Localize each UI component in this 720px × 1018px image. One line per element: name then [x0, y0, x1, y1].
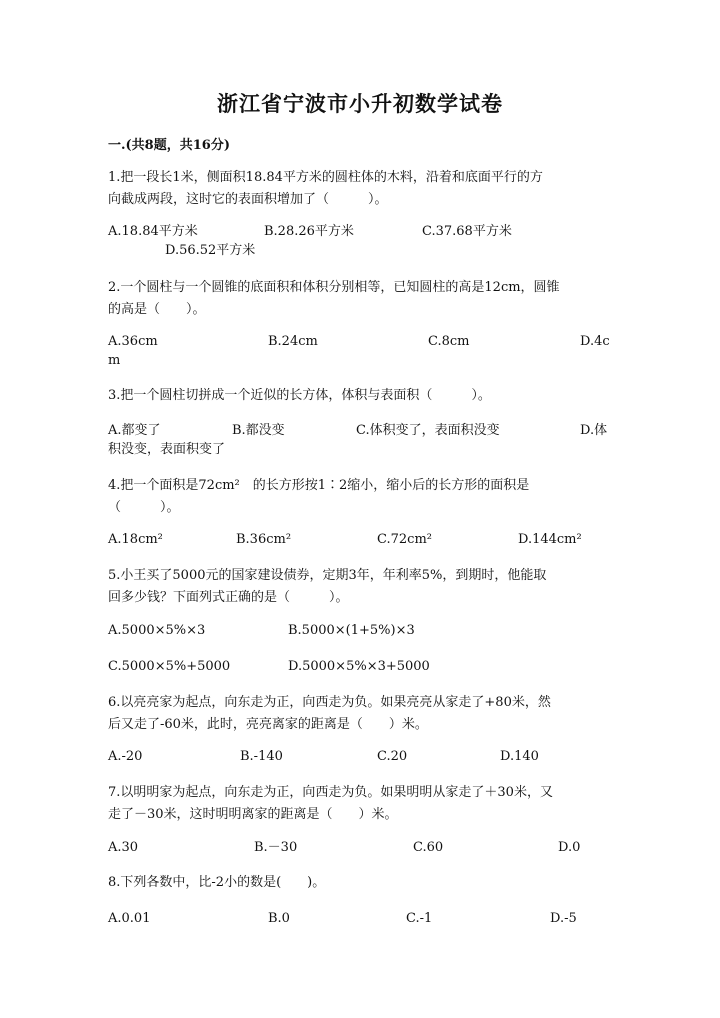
- option-d: D.144cm²: [518, 532, 582, 547]
- question-5: [108, 565, 608, 609]
- option-a: A.18.84平方米: [108, 224, 198, 239]
- option-c: C.-1: [406, 911, 433, 926]
- option-c: C.5000×5%+5000: [108, 659, 231, 674]
- question-8-options: [108, 908, 610, 930]
- question-5-stem-line2: 回多少钱？下面列式正确的是（ ）。: [108, 590, 349, 605]
- question-5-options-row1: [108, 620, 610, 642]
- question-5-options-row2: [108, 656, 610, 678]
- option-b: B.－30: [254, 840, 298, 855]
- question-2-stem-line2: 的高是（ ）。: [108, 302, 206, 317]
- question-1-stem-line1: 1.把一段长1米，侧面积18.84平方米的圆柱体的木料，沿着和底面平行的方: [108, 170, 543, 185]
- question-6-options: [108, 746, 610, 768]
- option-d: D.140: [500, 749, 539, 764]
- question-7-stem-line2: 走了－30米，这时明明离家的距离是（ ）米。: [108, 807, 398, 822]
- option-d: D.5000×5%×3+5000: [288, 659, 430, 674]
- question-6-stem-line2: 后又走了-60米，此时，亮亮离家的距离是（ ）米。: [108, 717, 428, 732]
- option-a: A.-20: [108, 749, 143, 764]
- option-b: B.5000×(1+5%)×3: [288, 623, 415, 638]
- question-1-stem-line2: 向截成两段，这时它的表面积增加了（ ）。: [108, 192, 388, 207]
- question-6-stem-line1: 6.以亮亮家为起点，向东走为正，向西走为负。如果亮亮从家走了+80米，然: [108, 695, 551, 710]
- option-d: D.4c: [580, 334, 610, 349]
- option-d-wrap: 积没变，表面积变了: [108, 442, 226, 457]
- option-a: A.都变了: [108, 423, 161, 438]
- option-a: A.5000×5%×3: [108, 623, 206, 638]
- option-a: A.30: [108, 840, 139, 855]
- option-d: D.体: [580, 423, 608, 438]
- question-3: [108, 385, 608, 407]
- option-b: B.-140: [240, 749, 283, 764]
- option-d: D.56.52平方米: [165, 243, 256, 258]
- question-8: [108, 872, 608, 894]
- exam-title: 浙江省宁波市小升初数学试卷: [217, 91, 503, 116]
- question-4: [108, 475, 608, 519]
- question-2: [108, 277, 608, 321]
- question-8-stem-line1: 8.下列各数中，比-2小的数是( )。: [108, 875, 326, 890]
- option-c: C.60: [413, 840, 444, 855]
- question-3-stem-line1: 3.把一个圆柱切拼成一个近似的长方体，体积与表面积（ ）。: [108, 388, 491, 403]
- question-1: [108, 167, 608, 211]
- option-d: D.0: [558, 840, 581, 855]
- question-7-options: [108, 837, 610, 859]
- question-7-stem-line1: 7.以明明家为起点，向东走为正，向西走为负。如果明明从家走了＋30米，又: [108, 785, 553, 800]
- question-4-options: [108, 529, 610, 551]
- option-b: B.都没变: [232, 423, 285, 438]
- option-c: C.体积变了，表面积没变: [356, 423, 500, 438]
- option-d-wrap: m: [108, 353, 121, 368]
- question-4-stem-line2: （ ）。: [108, 500, 180, 515]
- question-2-stem-line1: 2.一个圆柱与一个圆锥的底面积和体积分别相等，已知圆柱的高是12cm，圆锥: [108, 280, 560, 295]
- question-4-stem-line1: 4.把一个面积是72cm² 的长方形按1∶2缩小，缩小后的长方形的面积是: [108, 478, 530, 493]
- question-7: [108, 782, 608, 826]
- option-a: A.0.01: [108, 911, 151, 926]
- option-b: B.36cm²: [236, 532, 292, 547]
- option-c: C.8cm: [428, 334, 470, 349]
- option-b: B.24cm: [268, 334, 318, 349]
- option-b: B.0: [268, 911, 290, 926]
- option-c: C.37.68平方米: [422, 224, 512, 239]
- option-a: A.36cm: [108, 334, 158, 349]
- question-6: [108, 692, 608, 736]
- question-5-stem-line1: 5.小王买了5000元的国家建设债券，定期3年，年利率5%，到期时，他能取: [108, 568, 547, 583]
- option-d: D.-5: [550, 911, 577, 926]
- section-heading: 一.(共8题，共16分): [108, 138, 230, 153]
- option-c: C.72cm²: [377, 532, 432, 547]
- question-2-options: [108, 331, 610, 353]
- option-c: C.20: [377, 749, 408, 764]
- option-b: B.28.26平方米: [264, 224, 354, 239]
- option-a: A.18cm²: [108, 532, 163, 547]
